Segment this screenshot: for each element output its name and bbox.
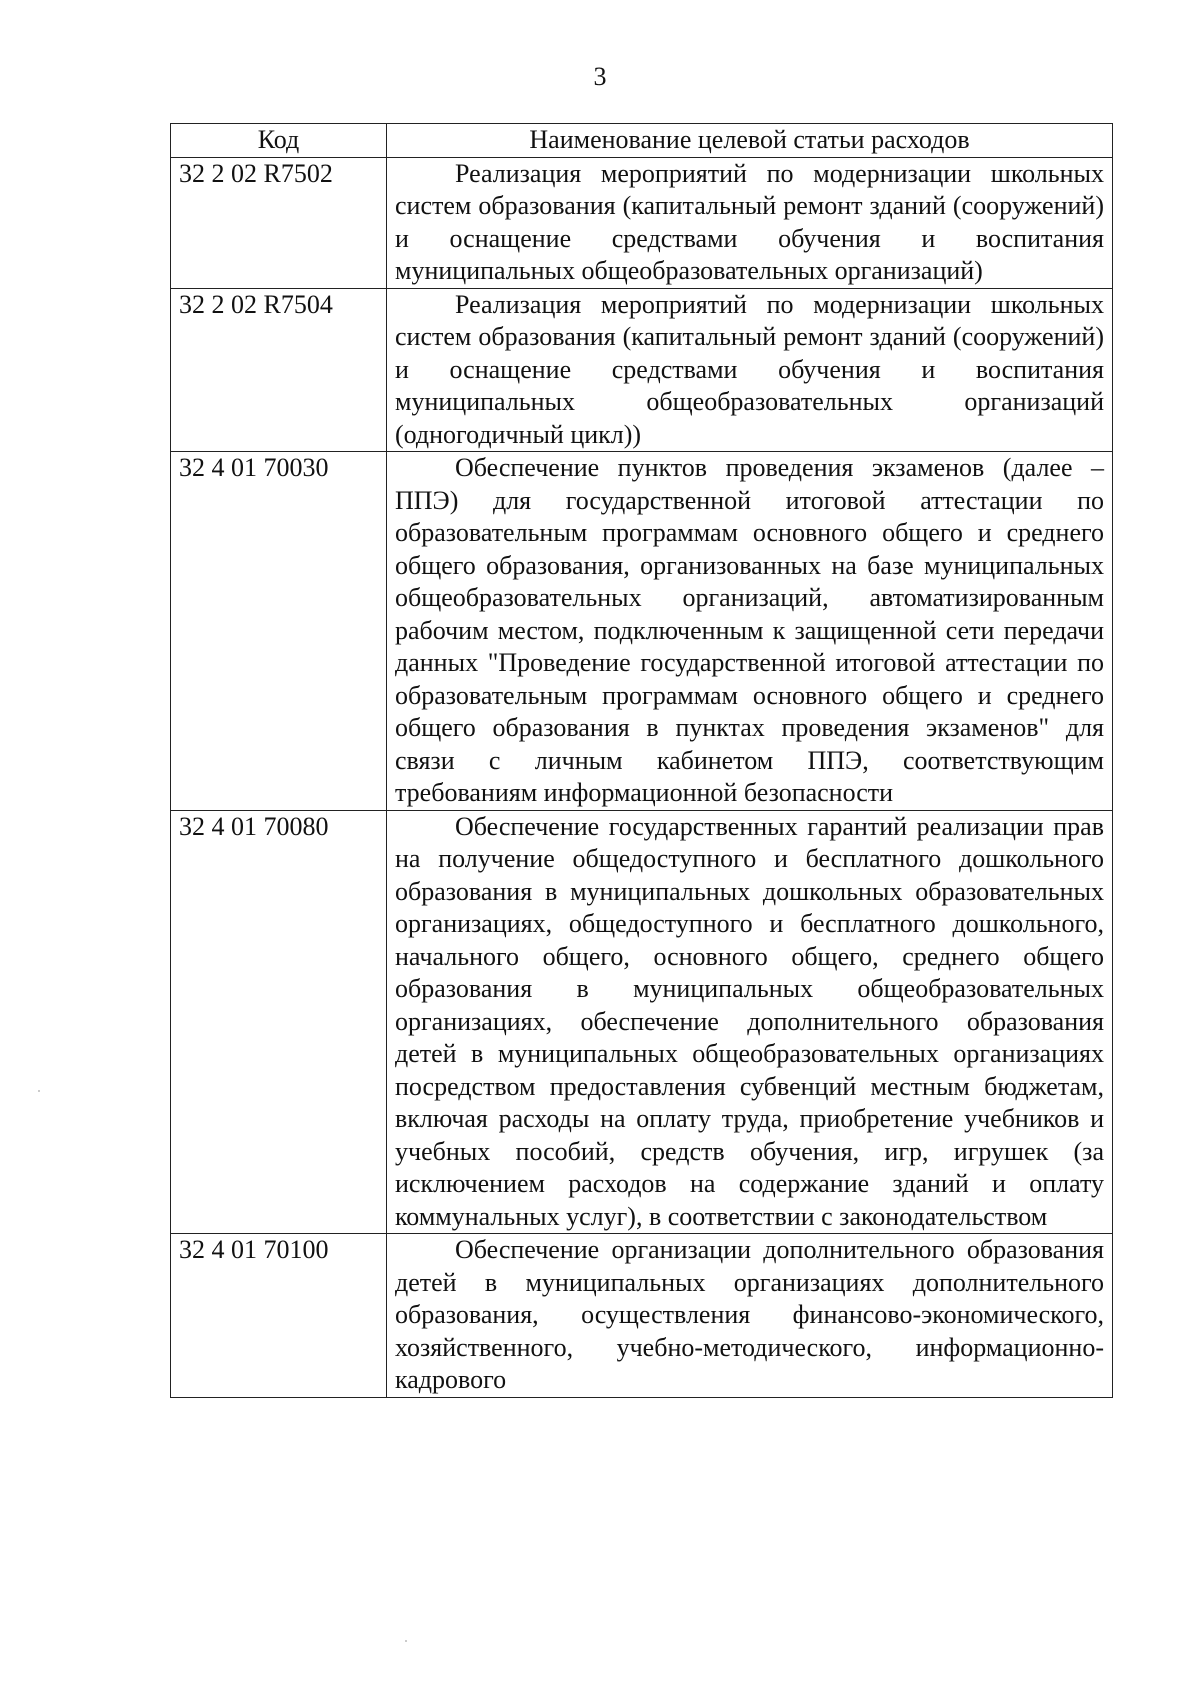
row-code: 32 2 02 R7504 (171, 288, 387, 452)
scan-speck (405, 1640, 407, 1642)
row-name: Обеспечение организации дополнительного образования детей в муниципальных организациях дополнительного образования, осуществления финансово-экономического, хозяйственного, учебно-методического, информационно-кадрового (387, 1234, 1113, 1398)
row-code: 32 4 01 70100 (171, 1234, 387, 1398)
row-code: 32 2 02 R7502 (171, 157, 387, 288)
row-name: Реализация мероприятий по модернизации школьных систем образования (капитальный ремонт зданий (сооружений) и оснащение средствами обучения и воспитания муниципальных общеобразовательных организаций (одногодичный цикл)) (387, 288, 1113, 452)
budget-items-table (170, 123, 1113, 1398)
scan-speck (38, 1090, 40, 1092)
table-header-row (171, 124, 1113, 158)
table-row (171, 157, 1113, 288)
row-name: Обеспечение пунктов проведения экзаменов (далее – ППЭ) для государственной итоговой аттестации по образовательным программам основного общего и среднего общего образования, организованных на базе муниципальных общеобразовательных организаций, автоматизированным рабочим местом, подключенным к защищенной сети передачи данных "Проведение государственной итоговой аттестации по образовательным программам основного общего и среднего общего образования в пунктах проведения экзаменов" для связи с личным кабинетом ППЭ, соответствующим требованиям информационной безопасности (387, 452, 1113, 811)
row-code: 32 4 01 70080 (171, 810, 387, 1234)
header-name: Наименование целевой статьи расходов (387, 124, 1113, 158)
row-name: Обеспечение государственных гарантий реализации прав на получение общедоступного и бесплатного дошкольного образования в муниципальных дошкольных образовательных организациях, общедоступного и бесплатного дошкольного, начального общего, основного общего, среднего общего образования в муниципальных общеобразовательных организациях, обеспечение дополнительного образования детей в муниципальных общеобразовательных организациях посредством предоставления субвенций местным бюджетам, включая расходы на оплату труда, приобретение учебников и учебных пособий, средств обучения, игр, игрушек (за исключением расходов на содержание зданий и оплату коммунальных услуг), в соответствии с законодательством (387, 810, 1113, 1234)
row-code: 32 4 01 70030 (171, 452, 387, 811)
page-number: 3 (593, 62, 607, 91)
table-row (171, 810, 1113, 1234)
table-row (171, 1234, 1113, 1398)
table-row (171, 452, 1113, 811)
header-code: Код (171, 124, 387, 158)
row-name: Реализация мероприятий по модернизации школьных систем образования (капитальный ремонт зданий (сооружений) и оснащение средствами обучения и воспитания муниципальных общеобразовательных организаций) (387, 157, 1113, 288)
table-row (171, 288, 1113, 452)
